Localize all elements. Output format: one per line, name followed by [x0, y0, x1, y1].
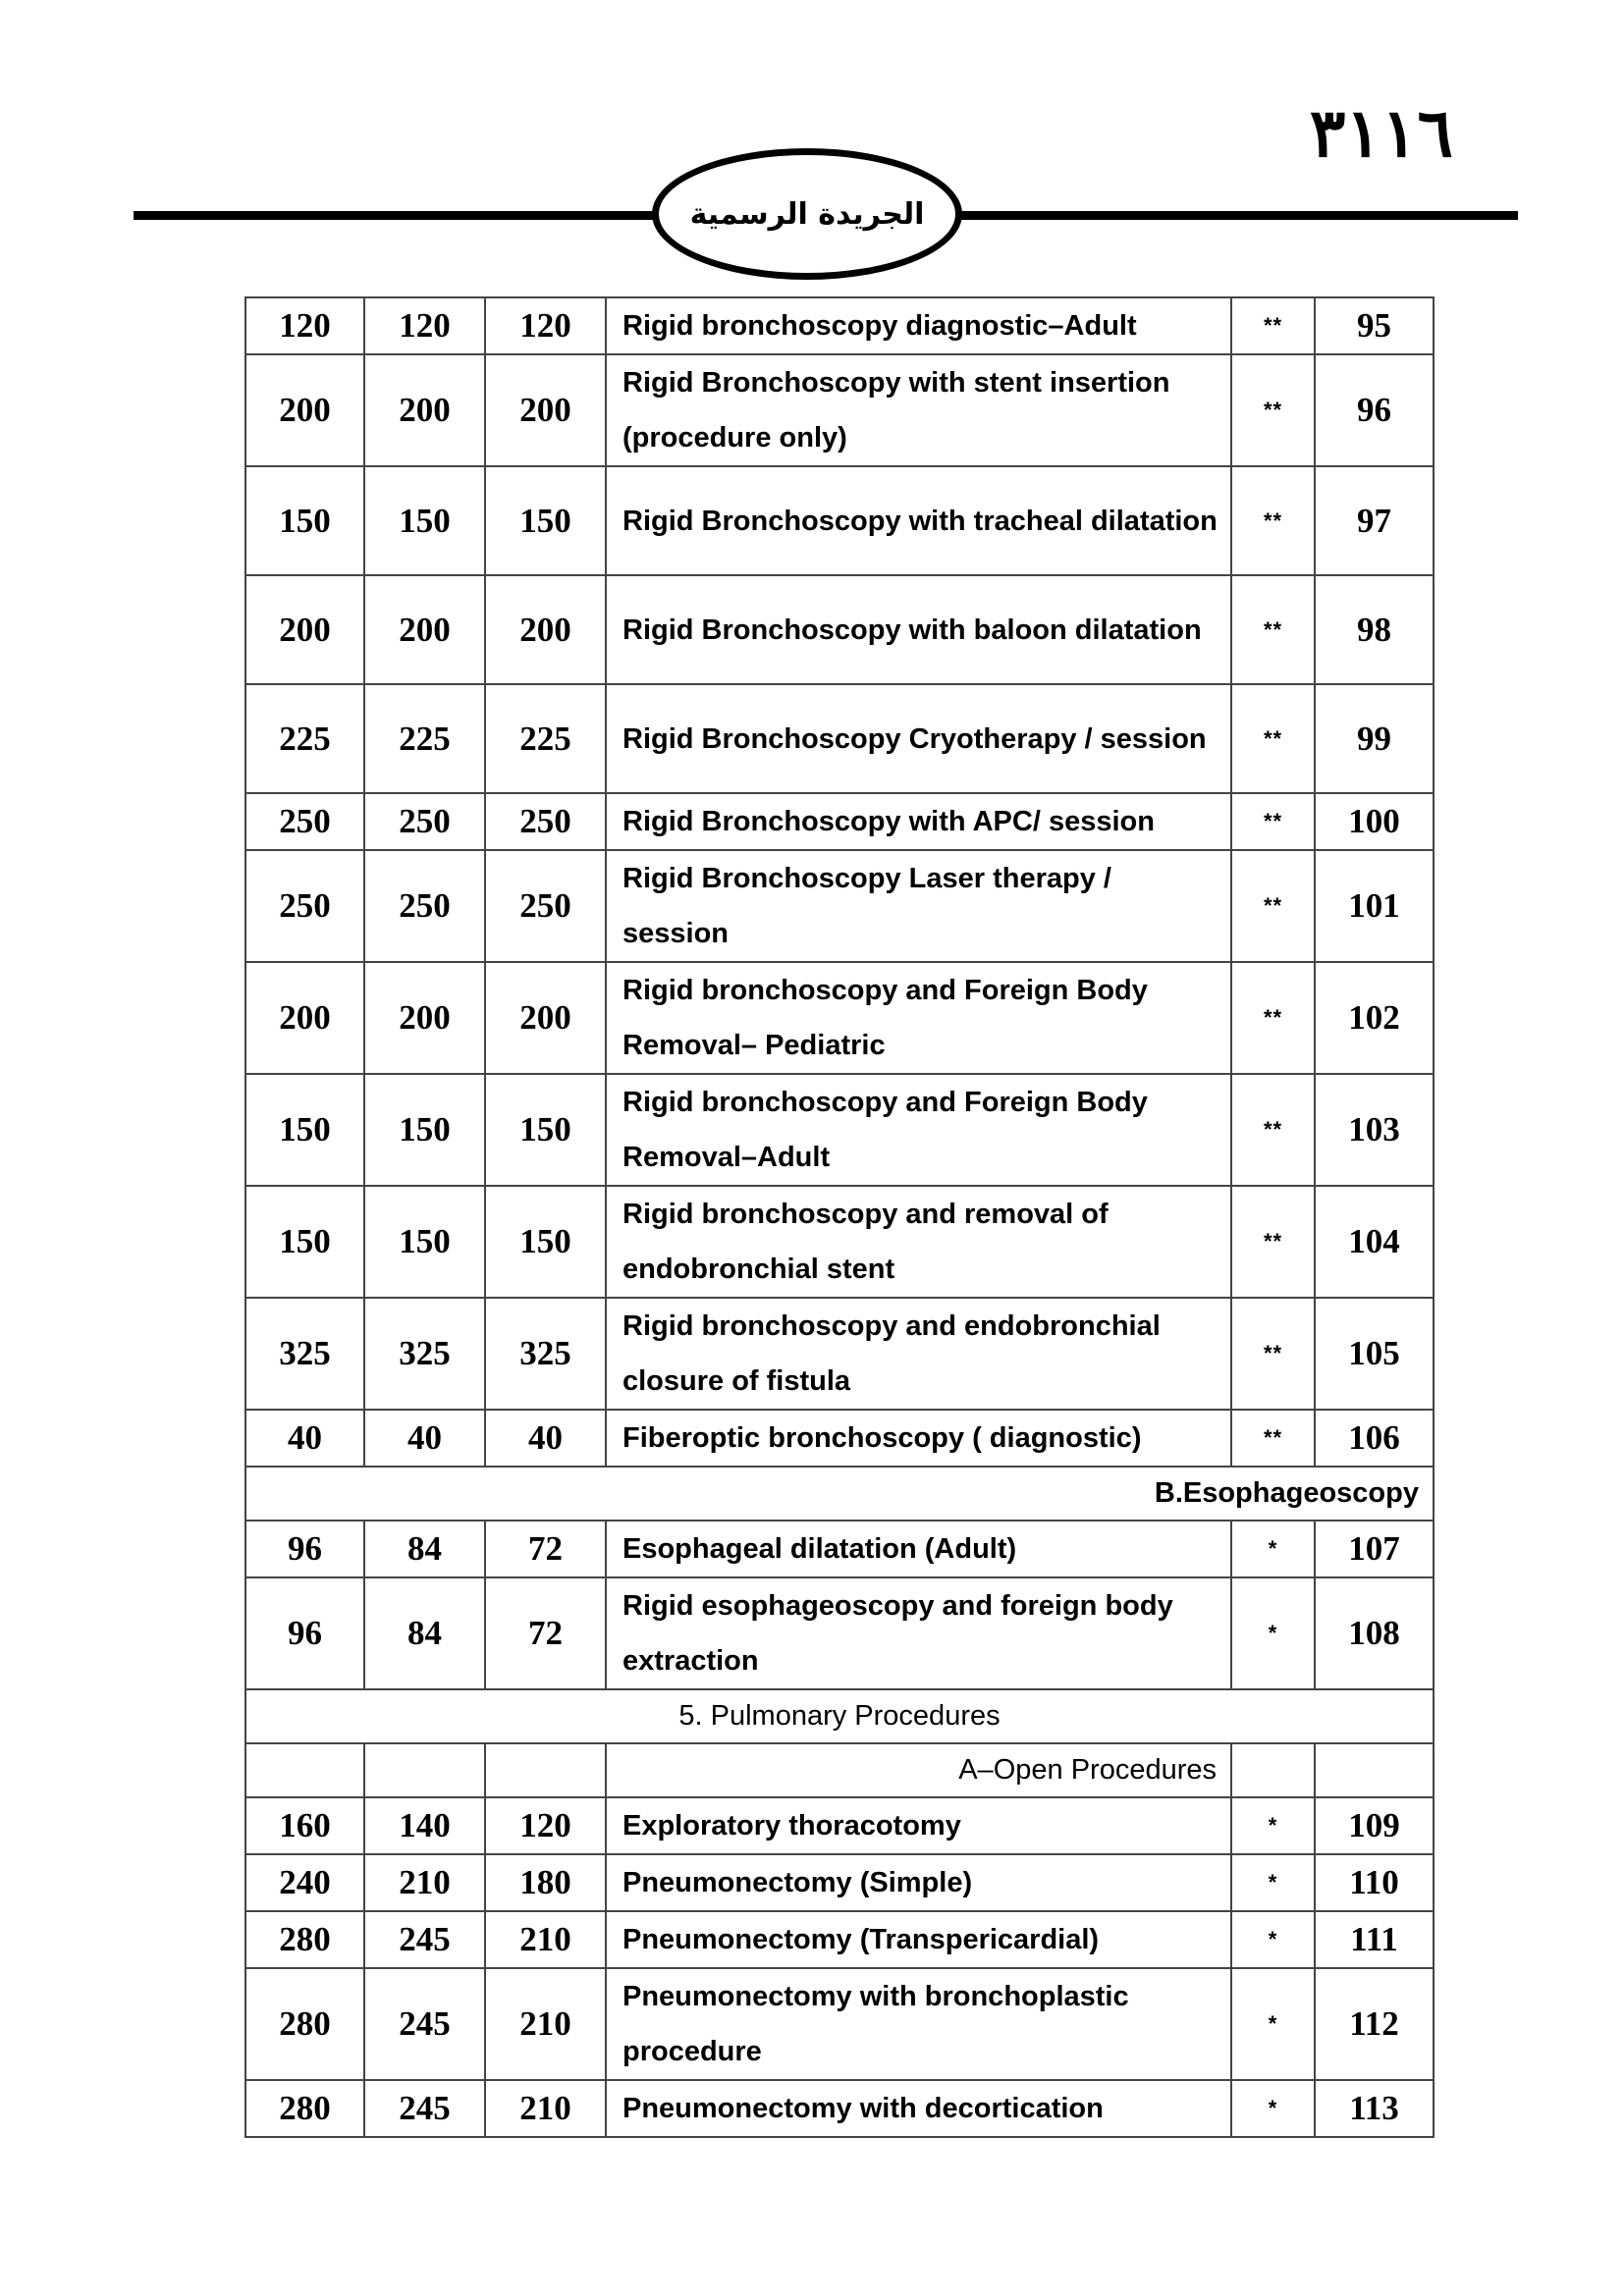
- table-row: [245, 1911, 1434, 1968]
- price-col-2: 210: [364, 1854, 485, 1911]
- price-col-1: 240: [245, 1854, 364, 1911]
- price-col-1: 280: [245, 1968, 364, 2080]
- price-col-1: 325: [245, 1298, 364, 1410]
- table-row: [245, 793, 1434, 850]
- category-mark: *: [1231, 1911, 1315, 1968]
- item-number: 113: [1315, 2080, 1434, 2137]
- table-row: [245, 1074, 1434, 1186]
- item-number: 97: [1315, 466, 1434, 575]
- section-row: [245, 1467, 1434, 1521]
- procedure-description: Rigid bronchoscopy diagnostic–Adult: [606, 297, 1231, 354]
- gazette-title-oval: [652, 148, 962, 280]
- price-col-3: 200: [485, 354, 606, 466]
- price-col-1: 96: [245, 1521, 364, 1577]
- price-col-2: 84: [364, 1577, 485, 1689]
- price-col-1: 280: [245, 1911, 364, 1968]
- procedure-description: Esophageal dilatation (Adult): [606, 1521, 1231, 1577]
- price-col-2: 84: [364, 1521, 485, 1577]
- table-row: [245, 1410, 1434, 1467]
- empty-cell: [245, 1743, 364, 1797]
- category-mark: **: [1231, 793, 1315, 850]
- price-col-3: 225: [485, 684, 606, 793]
- category-mark: **: [1231, 850, 1315, 962]
- price-col-2: 200: [364, 575, 485, 684]
- price-col-3: 120: [485, 1797, 606, 1854]
- price-col-1: 150: [245, 466, 364, 575]
- procedure-description: Rigid bronchoscopy and removal of endobronchial stent: [606, 1186, 1231, 1298]
- price-col-1: 280: [245, 2080, 364, 2137]
- category-mark: **: [1231, 354, 1315, 466]
- table-row: [245, 850, 1434, 962]
- procedure-description: Fiberoptic bronchoscopy ( diagnostic): [606, 1410, 1231, 1467]
- category-mark: **: [1231, 575, 1315, 684]
- fees-table: [244, 296, 1435, 2138]
- price-col-2: 150: [364, 1186, 485, 1298]
- subsection-heading: A–Open Procedures: [606, 1743, 1231, 1797]
- price-col-1: 120: [245, 297, 364, 354]
- table-row: [245, 2080, 1434, 2137]
- price-col-3: 40: [485, 1410, 606, 1467]
- empty-cell: [1315, 1743, 1434, 1797]
- price-col-2: 140: [364, 1797, 485, 1854]
- section-heading: B.Esophageoscopy: [245, 1467, 1434, 1521]
- price-col-3: 210: [485, 1968, 606, 2080]
- empty-cell: [1231, 1743, 1315, 1797]
- price-col-1: 160: [245, 1797, 364, 1854]
- price-col-1: 40: [245, 1410, 364, 1467]
- item-number: 111: [1315, 1911, 1434, 1968]
- category-mark: **: [1231, 1186, 1315, 1298]
- price-col-1: 200: [245, 354, 364, 466]
- procedure-description: Rigid bronchoscopy and endobronchial closure of fistula: [606, 1298, 1231, 1410]
- price-col-1: 225: [245, 684, 364, 793]
- procedure-description: Pneumonectomy (Simple): [606, 1854, 1231, 1911]
- price-col-1: 150: [245, 1186, 364, 1298]
- price-col-2: 250: [364, 850, 485, 962]
- category-mark: *: [1231, 1854, 1315, 1911]
- price-col-3: 325: [485, 1298, 606, 1410]
- price-col-3: 210: [485, 2080, 606, 2137]
- category-mark: **: [1231, 1410, 1315, 1467]
- price-col-3: 150: [485, 1186, 606, 1298]
- procedure-description: Exploratory thoracotomy: [606, 1797, 1231, 1854]
- table-row: [245, 1577, 1434, 1689]
- empty-cell: [485, 1743, 606, 1797]
- table-row: [245, 1968, 1434, 2080]
- price-col-1: 200: [245, 962, 364, 1074]
- gazette-title: الجريدة الرسمية: [689, 196, 925, 232]
- price-col-1: 200: [245, 575, 364, 684]
- item-number: 112: [1315, 1968, 1434, 2080]
- table-row: [245, 354, 1434, 466]
- item-number: 101: [1315, 850, 1434, 962]
- item-number: 106: [1315, 1410, 1434, 1467]
- price-col-2: 200: [364, 354, 485, 466]
- table-row: [245, 297, 1434, 354]
- table-row: [245, 466, 1434, 575]
- price-col-1: 250: [245, 850, 364, 962]
- price-col-3: 200: [485, 575, 606, 684]
- table-row: [245, 1298, 1434, 1410]
- price-col-3: 250: [485, 850, 606, 962]
- price-col-2: 150: [364, 466, 485, 575]
- price-col-3: 250: [485, 793, 606, 850]
- item-number: 110: [1315, 1854, 1434, 1911]
- item-number: 96: [1315, 354, 1434, 466]
- price-col-3: 150: [485, 1074, 606, 1186]
- price-col-2: 250: [364, 793, 485, 850]
- price-col-2: 225: [364, 684, 485, 793]
- procedure-description: Pneumonectomy with bronchoplastic procedure: [606, 1968, 1231, 2080]
- price-col-2: 40: [364, 1410, 485, 1467]
- item-number: 102: [1315, 962, 1434, 1074]
- section-row: [245, 1689, 1434, 1743]
- category-mark: *: [1231, 1797, 1315, 1854]
- item-number: 107: [1315, 1521, 1434, 1577]
- item-number: 100: [1315, 793, 1434, 850]
- table-row: [245, 1797, 1434, 1854]
- table-row: [245, 684, 1434, 793]
- item-number: 99: [1315, 684, 1434, 793]
- price-col-2: 245: [364, 1911, 485, 1968]
- table-row: [245, 1854, 1434, 1911]
- price-col-2: 150: [364, 1074, 485, 1186]
- procedure-description: Rigid esophageoscopy and foreign body extraction: [606, 1577, 1231, 1689]
- subsection-row: [245, 1743, 1434, 1797]
- section-heading: 5. Pulmonary Procedures: [245, 1689, 1434, 1743]
- procedure-description: Rigid Bronchoscopy Laser therapy / session: [606, 850, 1231, 962]
- item-number: 109: [1315, 1797, 1434, 1854]
- item-number: 108: [1315, 1577, 1434, 1689]
- table-row: [245, 962, 1434, 1074]
- procedure-description: Pneumonectomy with decortication: [606, 2080, 1231, 2137]
- page-number: ٣١١٦: [1309, 94, 1453, 173]
- procedure-description: Rigid Bronchoscopy with APC/ session: [606, 793, 1231, 850]
- item-number: 95: [1315, 297, 1434, 354]
- price-col-3: 200: [485, 962, 606, 1074]
- price-col-2: 200: [364, 962, 485, 1074]
- table-row: [245, 1186, 1434, 1298]
- table-row: [245, 1521, 1434, 1577]
- category-mark: *: [1231, 1968, 1315, 2080]
- price-col-2: 325: [364, 1298, 485, 1410]
- price-col-3: 120: [485, 297, 606, 354]
- procedure-description: Rigid bronchoscopy and Foreign Body Removal– Pediatric: [606, 962, 1231, 1074]
- price-col-2: 245: [364, 2080, 485, 2137]
- price-col-3: 72: [485, 1521, 606, 1577]
- category-mark: **: [1231, 466, 1315, 575]
- category-mark: **: [1231, 1074, 1315, 1186]
- empty-cell: [364, 1743, 485, 1797]
- price-col-1: 150: [245, 1074, 364, 1186]
- price-col-1: 250: [245, 793, 364, 850]
- price-col-3: 180: [485, 1854, 606, 1911]
- item-number: 103: [1315, 1074, 1434, 1186]
- price-col-1: 96: [245, 1577, 364, 1689]
- category-mark: **: [1231, 297, 1315, 354]
- category-mark: **: [1231, 1298, 1315, 1410]
- category-mark: *: [1231, 1577, 1315, 1689]
- procedure-description: Rigid bronchoscopy and Foreign Body Removal–Adult: [606, 1074, 1231, 1186]
- price-col-2: 245: [364, 1968, 485, 2080]
- category-mark: **: [1231, 962, 1315, 1074]
- procedure-description: Rigid Bronchoscopy with tracheal dilatation: [606, 466, 1231, 575]
- item-number: 98: [1315, 575, 1434, 684]
- price-col-3: 210: [485, 1911, 606, 1968]
- procedure-description: Rigid Bronchoscopy with stent insertion (procedure only): [606, 354, 1231, 466]
- procedure-description: Pneumonectomy (Transpericardial): [606, 1911, 1231, 1968]
- procedure-description: Rigid Bronchoscopy Cryotherapy / session: [606, 684, 1231, 793]
- item-number: 105: [1315, 1298, 1434, 1410]
- table-row: [245, 575, 1434, 684]
- category-mark: *: [1231, 1521, 1315, 1577]
- price-col-2: 120: [364, 297, 485, 354]
- category-mark: **: [1231, 684, 1315, 793]
- category-mark: *: [1231, 2080, 1315, 2137]
- price-col-3: 150: [485, 466, 606, 575]
- price-col-3: 72: [485, 1577, 606, 1689]
- procedure-description: Rigid Bronchoscopy with baloon dilatation: [606, 575, 1231, 684]
- item-number: 104: [1315, 1186, 1434, 1298]
